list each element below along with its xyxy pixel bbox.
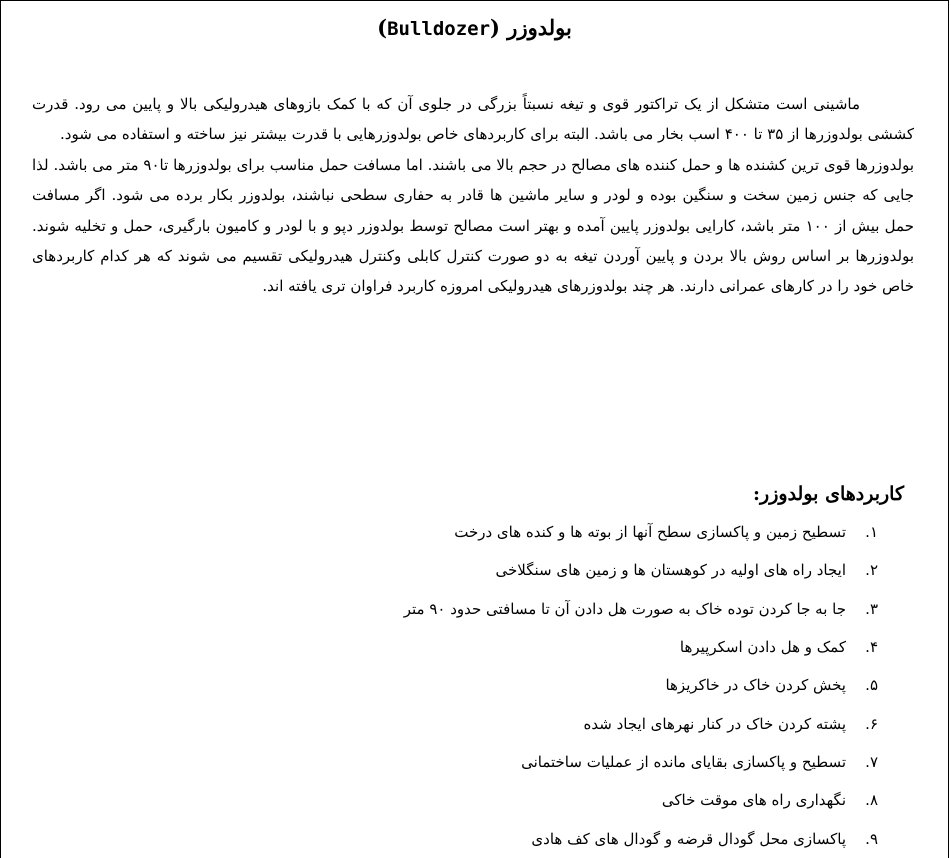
list-item-text: ایجاد راه های اولیه در کوهستان ها و زمین های سنگلاخی — [495, 561, 846, 580]
uses-heading: کاربردهای بولدوزر: — [753, 483, 904, 505]
list-item — [404, 819, 878, 857]
list-item-number: ۸. — [865, 791, 878, 810]
list-item-text: کمک و هل دادن اسکرپیرها — [679, 638, 846, 657]
list-item-number: ۳. — [865, 599, 878, 618]
title-open-bracket: ( — [490, 15, 500, 40]
list-item-number: ۱. — [865, 523, 878, 542]
list-item — [404, 551, 878, 589]
list-item-text: تسطیح و پاکسازی بقایای مانده از عملیات ساختمانی — [521, 752, 846, 771]
list-item — [404, 666, 878, 704]
list-item — [404, 513, 878, 551]
list-item-text: تسطیح زمین و پاکسازی سطح آنها از بوته ها و کنده های درخت — [454, 523, 846, 542]
intro-paragraph: ماشینی است متشکل از یک تراکتور قوی و تیغه نسبتاً بزرگی در جلوی آن که با کمک بازوهای هیدرولیکی بالا و پایین می رود. قدرت کششی بولدوزرها از ۳۵ تا ۴۰۰ اسب بخار می باشد. البته برای کاربردهای خاص بولدوزرهایی با قدرت بیشتر نیز ساخته و استفاده می شود. — [32, 95, 914, 144]
list-item-number: ۴. — [865, 638, 878, 657]
list-item-text: نگهداری راه های موقت خاکی — [661, 791, 846, 810]
list-item-number: ۵. — [865, 676, 878, 695]
list-item-text: پشته کردن خاک در کنار نهرهای ایجاد شده — [583, 714, 846, 733]
list-item-number: ۶. — [865, 714, 878, 733]
list-item-text: پخش کردن خاک در خاکریزها — [665, 676, 846, 695]
list-item-number: ۷. — [865, 752, 878, 771]
list-item-number: ۲. — [865, 561, 878, 580]
page-title — [1, 11, 948, 46]
title-persian: بولدوزر — [507, 15, 572, 40]
uses-list — [404, 513, 878, 858]
title-latin: Bulldozer — [387, 18, 491, 40]
list-item-text: جا به جا کردن توده خاک به صورت هل دادن آن تا مسافتی حدود ۹۰ متر — [403, 599, 846, 618]
title-close-bracket: ) — [377, 15, 388, 40]
intro-text — [32, 89, 914, 302]
list-item — [404, 704, 878, 742]
list-item-text: پاکسازی محل گودال قرضه و گودال های کف هادی — [531, 829, 846, 848]
list-item — [404, 781, 878, 819]
intro-paragraph: بولدوزرها قوی ترین کشنده ها و حمل کننده های مصالح در حجم بالا می باشند. اما مسافت حمل مناسب برای بولدوزرها تا۹۰ متر می باشد. لذا جایی که جنس زمین سخت و سنگین بوده و لودر و سایر ماشین ها قادر به حفاری سطحی نباشند، بولدوزر بکار برده می شود. اگر مسافت حمل بیش از ۱۰۰ متر باشد، کارایی بولدوزر پایین آمده و بهتر است مصالح توسط بولدوزر دپو و با لودر و کامیون بارگیری، حمل و تخلیه شوند. بولدوزرها بر اساس روش بالا بردن و پایین آوردن تیغه به دو صورت کنترل کابلی وکنترل هیدرولیکی تقسیم می شوند که هر کدام کاربردهای خاص خود را در کارهای عمرانی دارند. هر چند بولدوزرهای هیدرولیکی امروزه کاربرد فراوان تری یافته اند. — [32, 155, 915, 296]
list-item — [404, 590, 878, 628]
list-item-number: ۹. — [865, 829, 878, 848]
list-item — [404, 743, 878, 781]
list-item — [404, 628, 878, 666]
